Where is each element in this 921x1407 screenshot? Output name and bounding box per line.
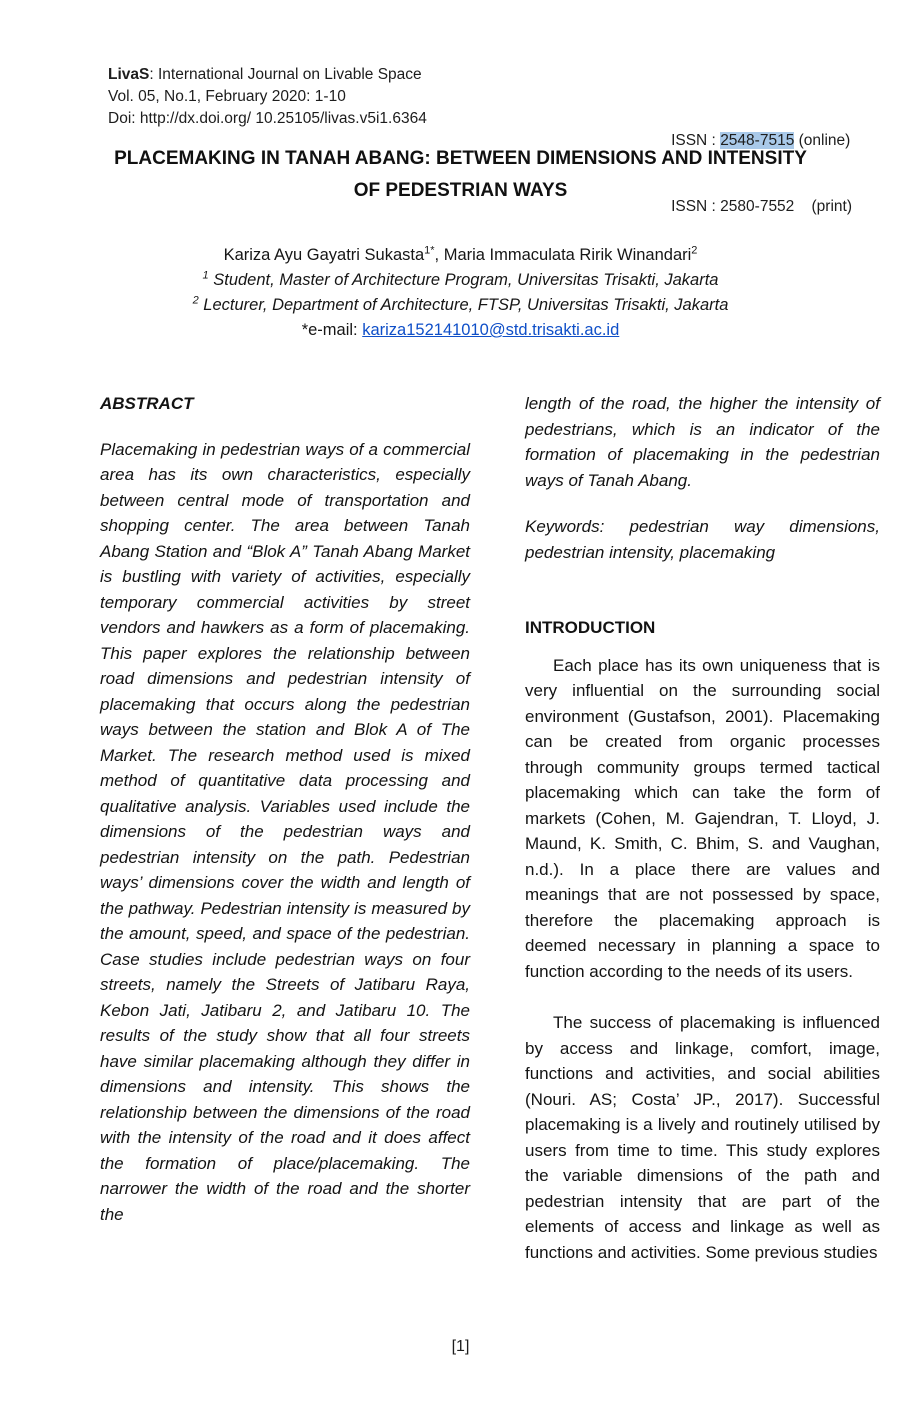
volume-line: Vol. 05, No.1, February 2020: 1-10: [108, 88, 346, 105]
paper-title-line-1: PLACEMAKING IN TANAH ABANG: BETWEEN DIMENSIONS AND INTENSITY: [114, 148, 807, 169]
right-column: [525, 391, 880, 1265]
page-number: [1]: [451, 1338, 470, 1355]
email-line: [0, 318, 921, 343]
issn-print-line: ISSN : 2580-7552 (print): [671, 198, 852, 215]
paper-title-line-2: OF PEDESTRIAN WAYS: [353, 180, 568, 201]
authors-line: [0, 243, 921, 268]
author-block: [0, 243, 921, 343]
email-link[interactable]: kariza152141010@std.trisakti.ac.id: [362, 321, 620, 339]
left-column: [100, 391, 470, 1265]
issn-online-suffix: (online): [794, 132, 851, 149]
affiliation-1: [0, 268, 921, 293]
author-1: Kariza Ayu Gayatri Sukasta: [223, 246, 425, 264]
author-1-superscript: 1*: [424, 244, 435, 257]
author-2-superscript: 2: [691, 244, 698, 257]
affiliation-2-superscript: 2: [192, 294, 199, 307]
affiliation-1-text: Student, Master of Architecture Program, Universitas Trisakti, Jakarta: [208, 271, 719, 289]
article-body: [100, 391, 880, 1265]
keywords: Keywords: pedestrian way dimensions, pedestrian intensity, placemaking: [525, 517, 880, 562]
abstract-heading: ABSTRACT: [100, 394, 194, 413]
doi-line: Doi: http://dx.doi.org/ 10.25105/livas.v5i1.6364: [108, 110, 427, 127]
author-2: , Maria Immaculata Ririk Winandari: [434, 246, 692, 264]
introduction-paragraph-2: The success of placemaking is influenced by access and linkage, comfort, image, functions and activities, and social abilities (Nouri. AS; Costa’ JP., 2017). Successful placemaking is a lively and routinely utilised by users from time to time. This study explores the variable dimensions of the path and pedestrian intensity that are part of the elements of access and linkage as well as functions and activities. Some previous studies: [525, 1013, 880, 1262]
journal-name: LivaS: [108, 66, 150, 83]
paper-title: [0, 143, 921, 207]
abstract-continuation: length of the road, the higher the intensity of pedestrians, which is an indicator of the formation of placemaking in the pedestrian ways of Tanah Abang.: [525, 394, 880, 490]
journal-name-tail: : International Journal on Livable Space: [149, 66, 422, 83]
abstract-text: Placemaking in pedestrian ways of a commercial area has its own characteristics, especially between central mode of transportation and shopping center. The area between Tanah Abang Station and “Blok A” Tanah Abang Market is bustling with variety of activities, especially temporary commercial activities by street vendors and hawkers as a form of placemaking. This paper explores the relationship between road dimensions and pedestrian intensity of placemaking that occurs along the pedestrian ways between the station and Blok A of The Market. The research method used is mixed method of quantitative data processing and qualitative analysis. Variables used include the dimensions of the pedestrian ways and pedestrian intensity on the path. Pedestrian ways’ dimensions cover the width and length of the pathway. Pedestrian intensity is measured by the amount, speed, and space of the pedestrian. Case studies include pedestrian ways on four streets, namely the Streets of Jatibaru Raya, Kebon Jati, Jatibaru 2, and Jatibaru 10. The results of the study show that all four streets have similar placemaking although they differ in dimensions and intensity. This shows the relationship between the dimensions of the road with the intensity of the road and it does affect the formation of place/placemaking. The narrower the width of the road and the shorter the: [100, 439, 470, 1224]
introduction-heading: INTRODUCTION: [525, 618, 656, 637]
affiliation-2: [0, 293, 921, 318]
email-label: *e-mail:: [301, 321, 363, 339]
journal-title-line: [108, 64, 427, 86]
introduction-paragraph-1: Each place has its own uniqueness that is very influential on the surrounding social environment (Gustafson, 2001). Placemaking can be created from organic processes through community groups termed tactical placemaking which can take the form of markets (Cohen, M. Gajendran, T. Lloyd, J. Maund, K. Smith, C. Bhim, S. and Vaughan, n.d.). In a place there are values and meanings that are not possessed by space, therefore the placemaking approach is deemed necessary in planning a space to function according to the needs of its users.: [525, 655, 880, 981]
issn-online-prefix: ISSN :: [671, 132, 721, 149]
affiliation-1-superscript: 1: [202, 269, 209, 282]
issn-online-highlight: 2548-7515: [720, 132, 795, 149]
affiliation-2-text: Lecturer, Department of Architecture, FTSP, Universitas Trisakti, Jakarta: [198, 296, 729, 314]
